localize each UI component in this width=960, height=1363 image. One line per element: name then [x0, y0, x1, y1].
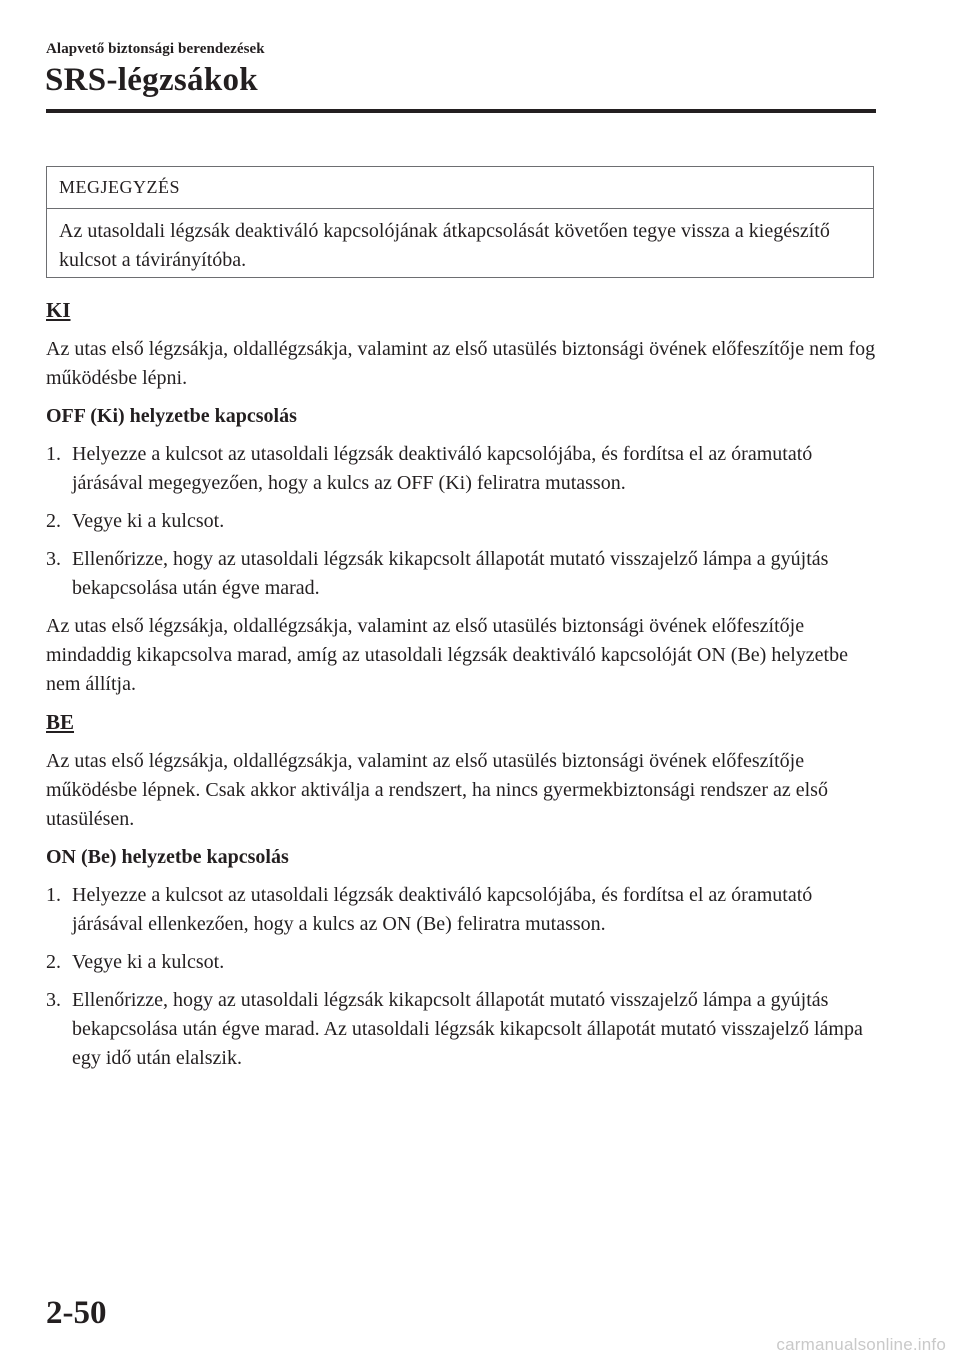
on-intro: Az utas első légzsákja, oldallégzsákja, valamint az első utasülés biztonsági övének előfeszítője működésbe lépnek. Csak akkor aktiválja a rendszert, ha nincs gyermekbiztonsági rendszer az első utasülésen. [46, 750, 828, 830]
step-text: Ellenőrizze, hogy az utasoldali légzsák kikapcsolt állapotát mutató visszajelző lámpa a gyújtás bekapcsolása után égve marad. [72, 548, 829, 599]
step-number: 2. [46, 510, 61, 532]
list-item [46, 507, 876, 536]
step-number: 3. [46, 548, 61, 570]
title-rule [46, 109, 876, 113]
chapter-title: SRS-légzsákok [45, 62, 258, 98]
on-procedure-heading: ON (Be) helyzetbe kapcsolás [46, 846, 289, 868]
on-steps-list [46, 881, 876, 1073]
off-procedure-heading: OFF (Ki) helyzetbe kapcsolás [46, 405, 297, 427]
section-label: Alapvető biztonsági berendezések [46, 41, 265, 57]
step-text: Ellenőrizze, hogy az utasoldali légzsák kikapcsolt állapotát mutató visszajelző lámpa a gyújtás bekapcsolása után égve marad. Az utasoldali légzsák kikapcsolt állapotát mutató visszajelző lámpa egy idő után elalszik. [72, 989, 863, 1069]
list-item [46, 545, 876, 603]
note-box [46, 166, 874, 278]
off-outro: Az utas első légzsákja, oldallégzsákja, valamint az első utasülés biztonsági övének előfeszítője mindaddig kikapcsolva marad, amíg az utasoldali légzsák deaktiváló kapcsolóját ON (Be) helyzetbe nem állítja. [46, 615, 848, 695]
on-heading: BE [46, 710, 75, 734]
step-text: Helyezze a kulcsot az utasoldali légzsák deaktiváló kapcsolójába, és fordítsa el az óramutató járásával ellenkezően, hogy a kulcs az ON (Be) feliratra mutasson. [72, 884, 813, 935]
note-text: Az utasoldali légzsák deaktiváló kapcsolójának átkapcsolását követően tegye vissza a kiegészítő kulcsot a távirányítóba. [59, 220, 830, 271]
note-heading: MEGJEGYZÉS [47, 167, 873, 209]
step-number: 3. [46, 989, 61, 1011]
step-text: Vegye ki a kulcsot. [72, 510, 225, 532]
step-number: 1. [46, 443, 61, 465]
off-heading: KI [46, 298, 71, 322]
off-steps-list [46, 440, 876, 603]
step-text: Vegye ki a kulcsot. [72, 951, 225, 973]
watermark: carmanualsonline.info [776, 1335, 946, 1354]
page-number: 2-50 [46, 1295, 107, 1331]
step-text: Helyezze a kulcsot az utasoldali légzsák deaktiváló kapcsolójába, és fordítsa el az óramutató járásával megegyezően, hogy a kulcs az OFF (Ki) feliratra mutasson. [72, 443, 813, 494]
step-number: 1. [46, 884, 61, 906]
list-item [46, 881, 876, 939]
step-number: 2. [46, 951, 61, 973]
list-item [46, 986, 876, 1073]
list-item [46, 948, 876, 977]
off-intro: Az utas első légzsákja, oldallégzsákja, valamint az első utasülés biztonsági övének előfeszítője nem fog működésbe lépni. [46, 338, 876, 389]
main-content [46, 288, 876, 1082]
list-item [46, 440, 876, 498]
